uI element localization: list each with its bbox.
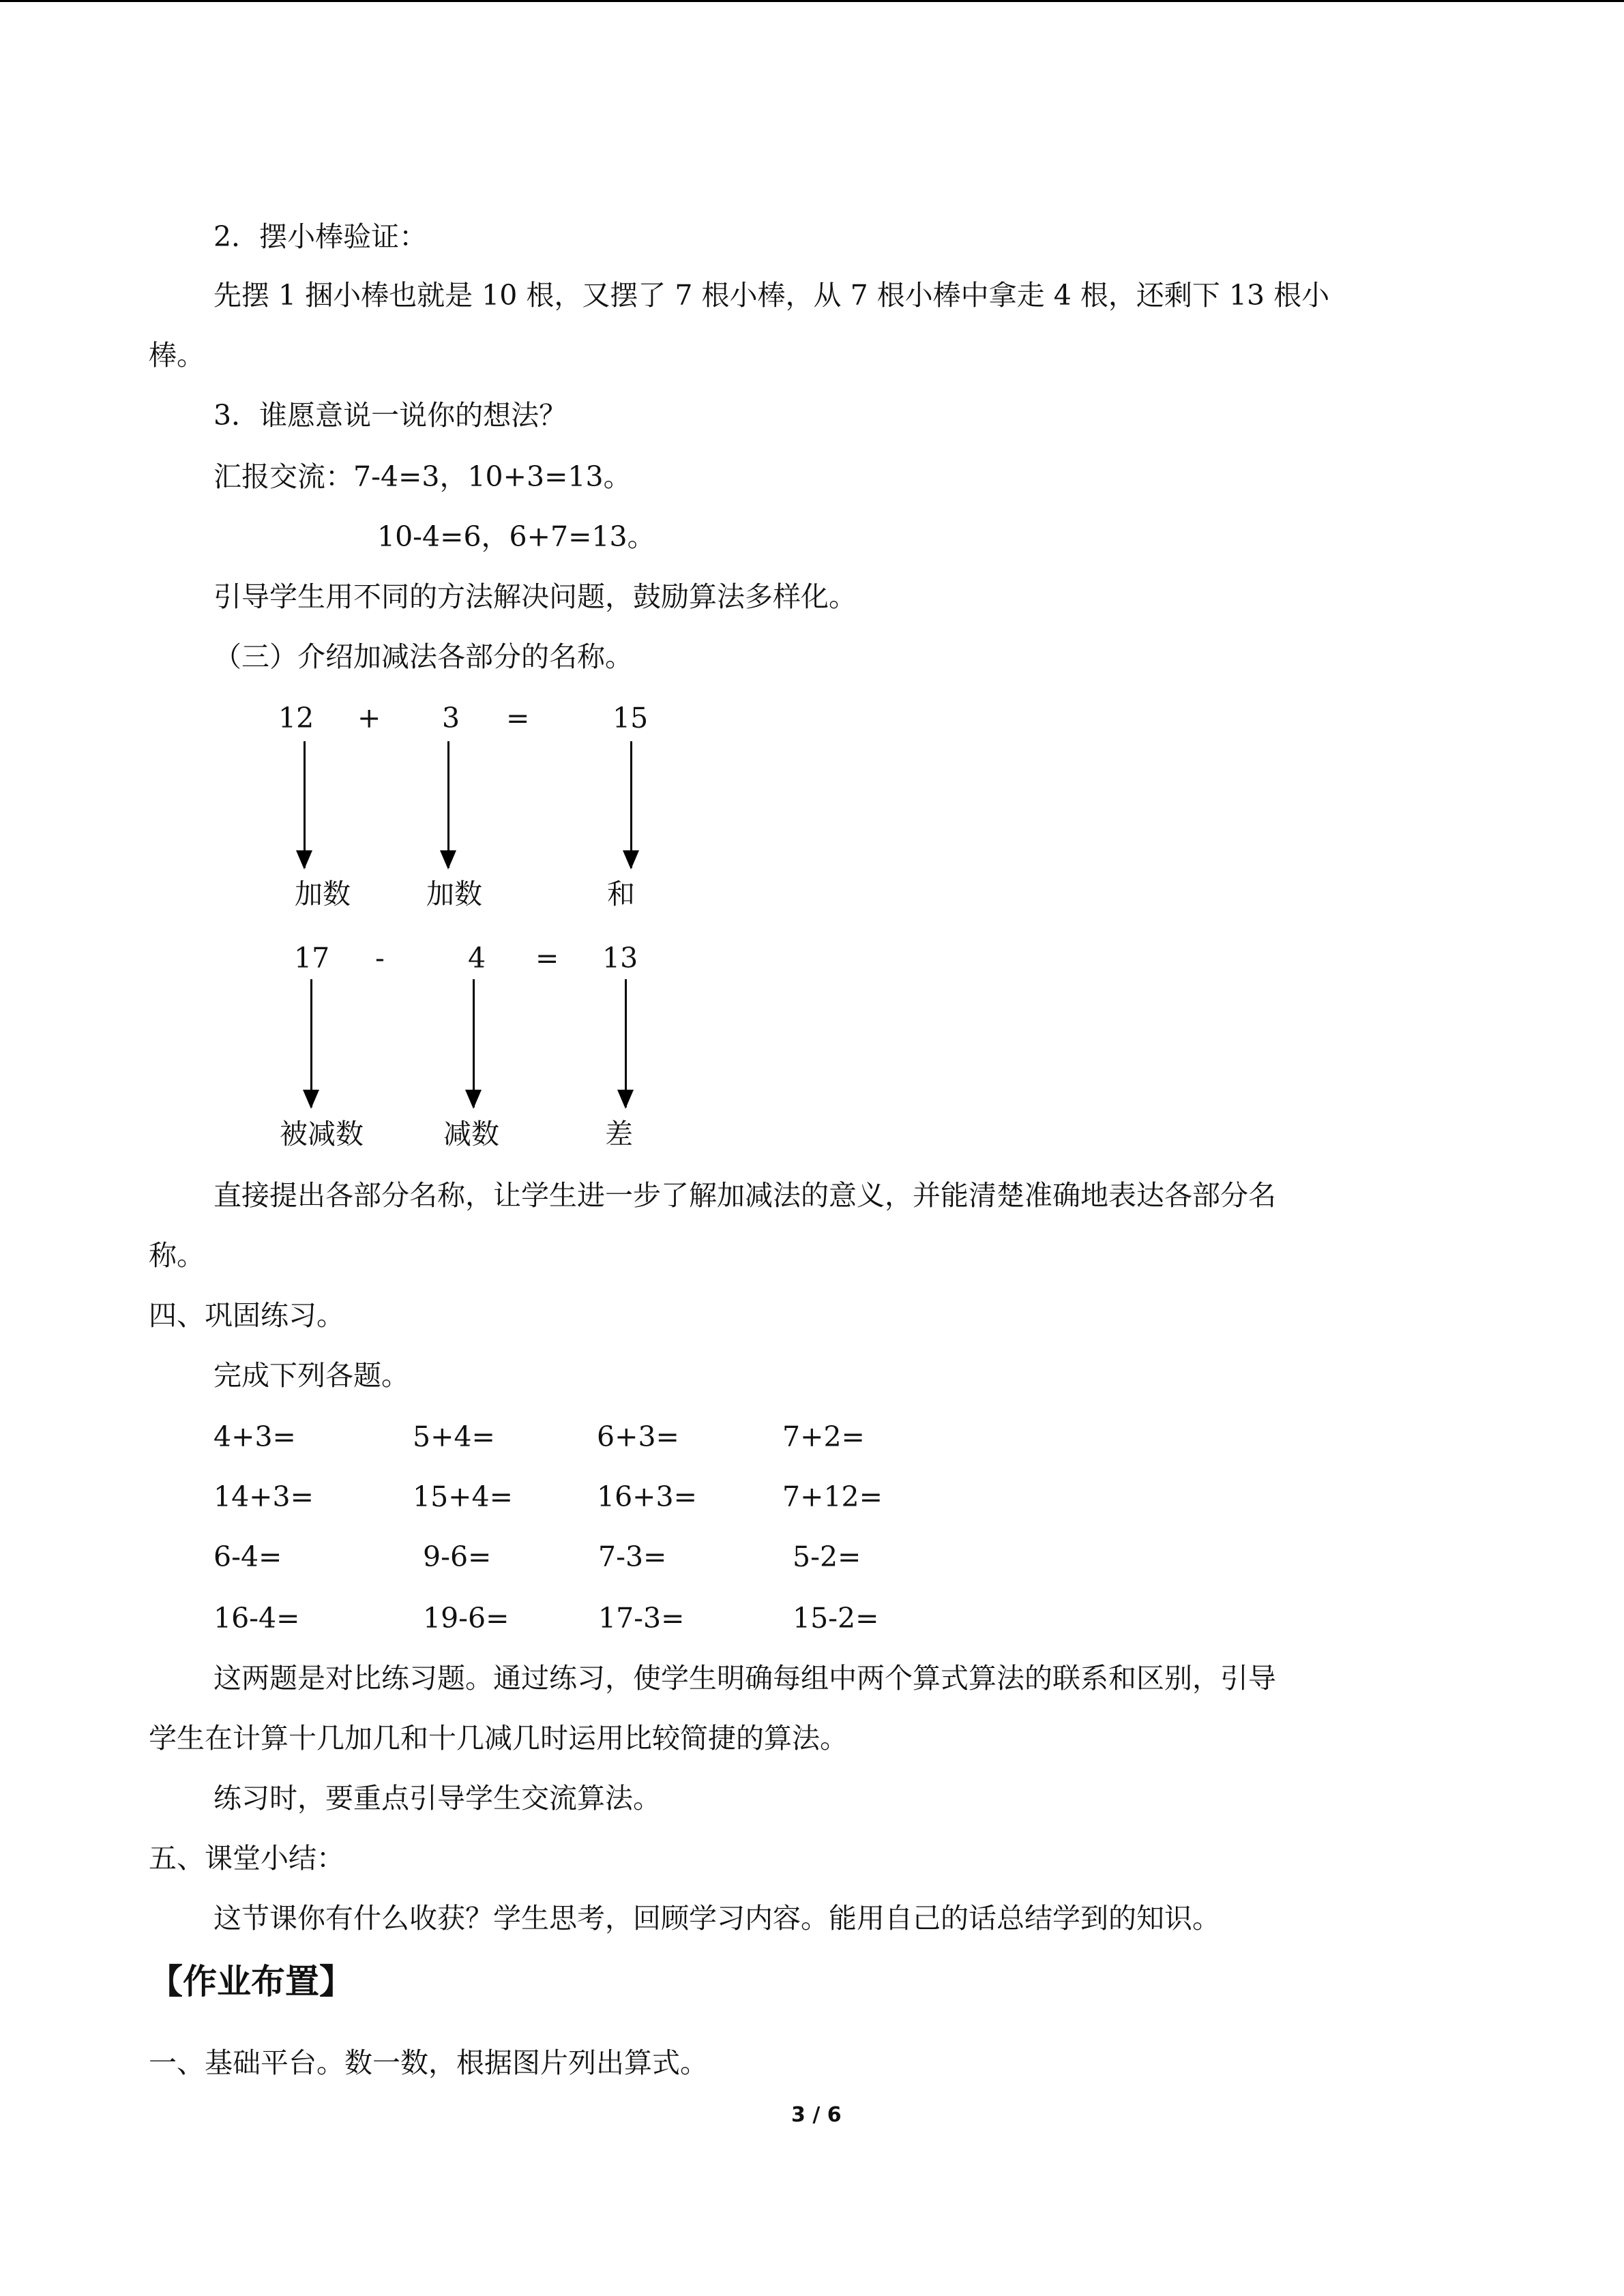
after-diagram-line-2: 称。	[149, 1239, 205, 1272]
equals-sign-sub: =	[535, 942, 559, 974]
minuend-number: 17	[294, 942, 330, 974]
part-3-title: （三）介绍加减法各部分的名称。	[213, 640, 633, 673]
arrow-down-addend-2	[447, 741, 449, 868]
exercise-item: 4+3=	[213, 1420, 296, 1453]
practice-subtitle: 完成下列各题。	[213, 1359, 409, 1392]
after-diagram-line-1: 直接提出各部分名称，让学生进一步了解加减法的意义，并能清楚准确地表达各部分名	[213, 1179, 1276, 1212]
section-2-title: 2．摆小棒验证：	[213, 220, 428, 253]
exercise-item: 16-4=	[213, 1602, 300, 1635]
exercise-item: 7+2=	[782, 1420, 865, 1453]
practice-note-1: 这两题是对比练习题。通过练习，使学生明确每组中两个算式算法的联系和区别，引导	[213, 1662, 1276, 1695]
guide-line: 引导学生用不同的方法解决问题，鼓励算法多样化。	[213, 580, 857, 613]
label-subtrahend: 减数	[443, 1118, 499, 1150]
exchange-line-2: 10-4=6，6+7=13。	[377, 520, 655, 553]
plus-sign: +	[357, 702, 381, 734]
label-sum: 和	[607, 878, 635, 910]
exercise-item: 9-6=	[423, 1540, 492, 1573]
arrow-down-subtrahend	[473, 979, 475, 1107]
page-top-border	[0, 0, 1624, 2]
practice-title: 四、巩固练习。	[149, 1299, 344, 1332]
homework-heading: 【作业布置】	[149, 1962, 353, 2001]
exercise-item: 19-6=	[423, 1602, 510, 1635]
section-2-line-2: 棒。	[149, 339, 205, 372]
homework-item-1: 一、基础平台。数一数，根据图片列出算式。	[149, 2046, 708, 2079]
summary-text: 这节课你有什么收获？学生思考，回顾学习内容。能用自己的话总结学到的知识。	[213, 1902, 1220, 1935]
exercise-item: 5+4=	[413, 1420, 495, 1453]
exercise-item: 6+3=	[597, 1420, 679, 1453]
exercise-item: 7-3=	[598, 1540, 667, 1573]
section-3-title: 3．谁愿意说一说你的想法？	[213, 399, 567, 432]
arrow-down-addend-1	[304, 741, 306, 868]
addend-1-number: 12	[278, 702, 314, 734]
addend-2-number: 3	[442, 702, 460, 734]
exercise-item: 7+12=	[782, 1480, 883, 1513]
difference-number: 13	[602, 942, 638, 974]
arrow-down-sum	[630, 741, 632, 868]
arrow-down-difference	[625, 979, 627, 1107]
page-number: 3 / 6	[791, 2103, 842, 2127]
summary-title: 五、课堂小结：	[149, 1842, 344, 1875]
practice-note-2: 学生在计算十几加几和十几减几时运用比较简捷的算法。	[149, 1722, 848, 1755]
label-addend-2: 加数	[426, 878, 482, 910]
arrow-down-minuend	[310, 979, 312, 1107]
minus-sign: -	[375, 942, 385, 974]
practice-note-3: 练习时，要重点引导学生交流算法。	[213, 1782, 661, 1815]
exercise-item: 15-2=	[793, 1602, 879, 1635]
exercise-item: 6-4=	[213, 1540, 282, 1573]
subtrahend-number: 4	[468, 942, 486, 974]
exercise-item: 14+3=	[213, 1480, 314, 1513]
section-2-line-1: 先摆 1 捆小棒也就是 10 根，又摆了 7 根小棒，从 7 根小棒中拿走 4 根，还剩下 13 根小	[213, 279, 1330, 312]
sum-number: 15	[612, 702, 649, 734]
exercise-item: 15+4=	[413, 1480, 513, 1513]
equals-sign-add: =	[506, 702, 530, 734]
exercise-item: 5-2=	[793, 1540, 861, 1573]
label-minuend: 被减数	[280, 1118, 364, 1150]
label-difference: 差	[605, 1118, 633, 1150]
label-addend-1: 加数	[295, 878, 351, 910]
exchange-line-1: 汇报交流：7-4=3，10+3=13。	[213, 460, 632, 493]
exercise-item: 16+3=	[597, 1480, 697, 1513]
exercise-item: 17-3=	[598, 1602, 685, 1635]
